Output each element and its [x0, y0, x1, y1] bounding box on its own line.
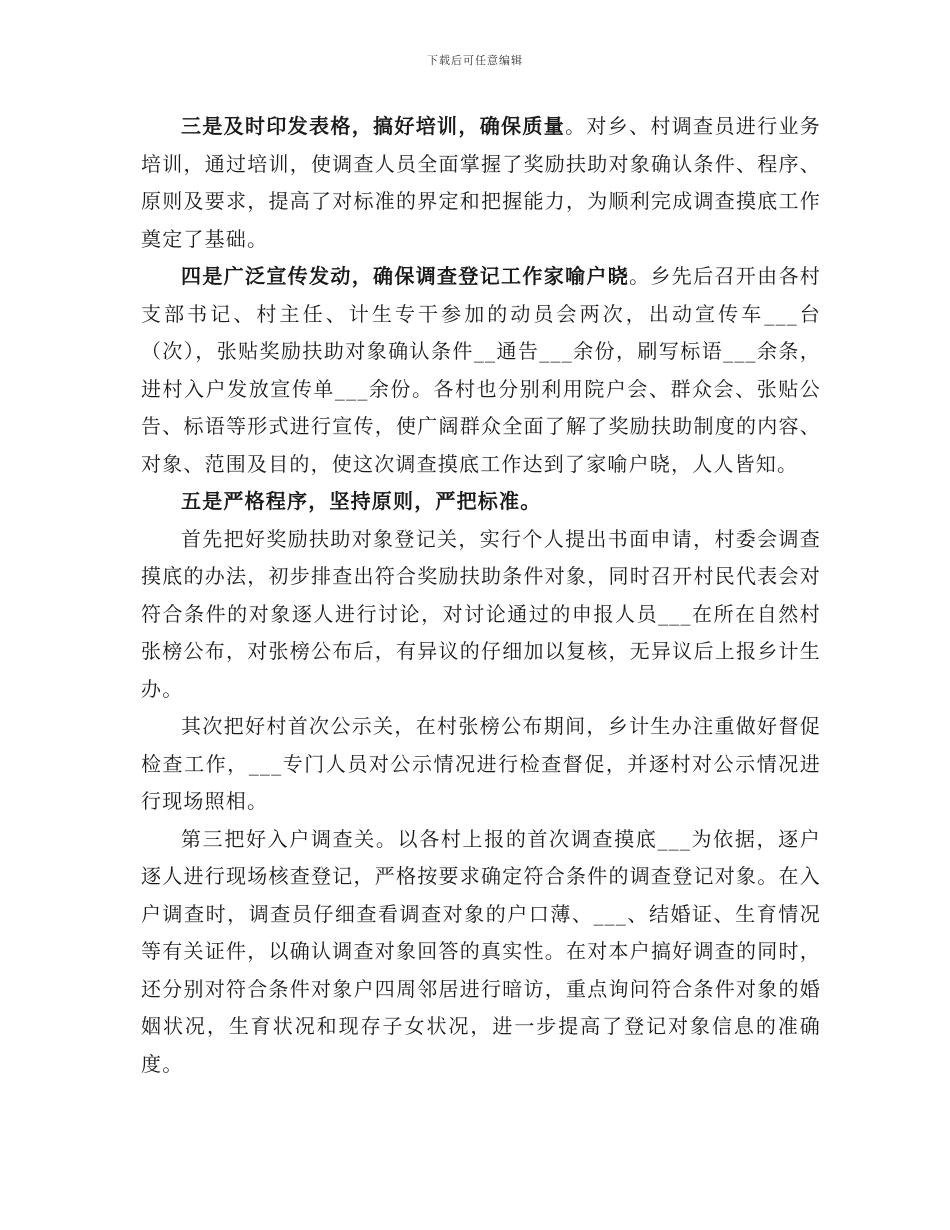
paragraph-body: 其次把好村首次公示关，在村张榜公布期间，乡计生办注重做好督促检查工作，___专门人员对公示情况进行检查督促，并逐村对公示情况进行现场照相。 — [141, 714, 821, 813]
paragraph-household-survey — [141, 821, 821, 1084]
paragraph-registration — [141, 521, 821, 709]
paragraph-lead: 五是严格程序，坚持原则，严把标准。 — [181, 489, 542, 513]
paragraph-body: 。对乡、村调查员进行业务培训，通过培训，使调查人员全面掌握了奖励扶助对象确认条件、程序、原则及要求，提高了对标准的界定和把握能力，为顺利完成调查摸底工作奠定了基础。 — [141, 114, 821, 251]
paragraph-training — [141, 108, 821, 258]
paragraph-lead: 三是及时印发表格，搞好培训，确保质量 — [181, 114, 566, 138]
paragraph-procedure-heading — [141, 483, 821, 521]
paragraph-publicity — [141, 258, 821, 483]
page-header: 下载后可任意编辑 — [427, 54, 523, 67]
paragraph-publicity-check — [141, 708, 821, 821]
paragraph-lead: 四是广泛宣传发动，确保调查登记工作家喻户晓 — [181, 264, 630, 288]
paragraph-body: 首先把好奖励扶助对象登记关，实行个人提出书面申请，村委会调查摸底的办法，初步排查出符合奖励扶助条件对象，同时召开村民代表会对符合条件的对象逐人进行讨论，对讨论通过的申报人员___在所在自然村张榜公布，对张榜公布后，有异议的仔细加以复核，无异议后上报乡计生办。 — [141, 526, 821, 701]
paragraph-body: 第三把好入户调查关。以各村上报的首次调查摸底___为依据，逐户逐人进行现场核查登记，严格按要求确定符合条件的调查登记对象。在入户调查时，调查员仔细查看调查对象的户口薄、___、结婚证、生育情况等有关证件，以确认调查对象回答的真实性。在对本户搞好调查的同时，还分别对符合条件对象户四周邻居进行暗访，重点询问符合条件对象的婚姻状况，生育状况和现存子女状况，进一步提高了登记对象信息的准确度。 — [141, 826, 821, 1076]
document-body — [141, 108, 821, 1083]
paragraph-body: 。乡先后召开由各村支部书记、村主任、计生专干参加的动员会两次，出动宣传车___台（次），张贴奖励扶助对象确认条件__通告___余份，刷写标语___余条，进村入户发放宣传单___余份。各村也分别利用院户会、群众会、张贴公告、标语等形式进行宣传，使广阔群众全面了解了奖励扶助制度的内容、对象、范围及目的，使这次调查摸底工作达到了家喻户晓，人人皆知。 — [141, 264, 821, 476]
